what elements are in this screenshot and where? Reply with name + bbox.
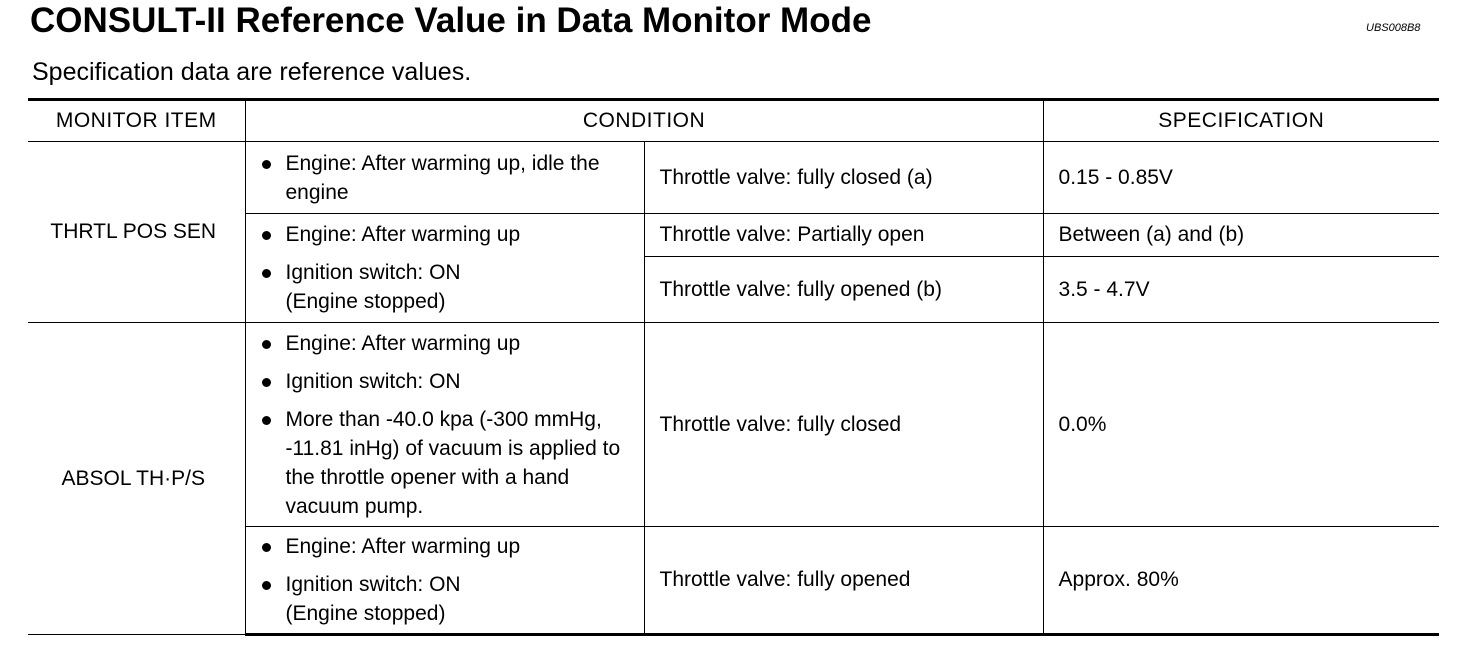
specification-cell: 3.5 - 4.7V <box>1043 257 1439 323</box>
condition-item: Ignition switch: ON (Engine stopped) <box>262 570 636 628</box>
condition-cell <box>245 142 644 214</box>
table-row <box>28 323 1439 527</box>
reference-value-table <box>28 98 1439 636</box>
specification-cell: Approx. 80% <box>1043 527 1439 635</box>
condition-cell <box>245 323 644 527</box>
condition-item: Engine: After warming up <box>262 329 636 358</box>
header-specification: SPECIFICATION <box>1043 100 1439 142</box>
bullet-icon <box>262 231 271 240</box>
document-code: UBS008B8 <box>1366 22 1421 34</box>
throttle-state-cell: Throttle valve: fully opened (b) <box>644 257 1043 323</box>
page-title: CONSULT-II Reference Value in Data Monitor Mode <box>30 1 872 40</box>
bullet-icon <box>262 269 271 278</box>
bullet-icon <box>262 340 271 349</box>
bullet-icon <box>262 378 271 387</box>
condition-cell <box>245 214 644 323</box>
bullet-icon <box>262 160 271 169</box>
condition-cell <box>245 527 644 635</box>
table-header-row <box>28 100 1439 142</box>
page-subtitle: Specification data are reference values. <box>32 58 472 86</box>
specification-cell: Between (a) and (b) <box>1043 214 1439 257</box>
bullet-icon <box>262 543 271 552</box>
condition-item: Ignition switch: ON (Engine stopped) <box>262 258 636 316</box>
monitor-item-cell: THRTL POS SEN <box>28 142 245 323</box>
specification-cell: 0.0% <box>1043 323 1439 527</box>
bullet-icon <box>262 581 271 590</box>
condition-item: Ignition switch: ON <box>262 367 636 396</box>
bullet-icon <box>262 416 271 425</box>
header-condition: CONDITION <box>245 100 1043 142</box>
condition-item: Engine: After warming up <box>262 220 636 249</box>
specification-cell: 0.15 - 0.85V <box>1043 142 1439 214</box>
header-monitor-item: MONITOR ITEM <box>28 100 245 142</box>
throttle-state-cell: Throttle valve: Partially open <box>644 214 1043 257</box>
monitor-item-cell: ABSOL TH·P/S <box>28 323 245 635</box>
table-row <box>28 142 1439 214</box>
condition-item: Engine: After warming up, idle the engine <box>262 149 636 207</box>
condition-item: More than -40.0 kpa (-300 mmHg, -11.81 inHg) of vacuum is applied to the throttle opener with a hand vacuum pump. <box>262 405 636 521</box>
condition-item: Engine: After warming up <box>262 532 636 561</box>
throttle-state-cell: Throttle valve: fully opened <box>644 527 1043 635</box>
throttle-state-cell: Throttle valve: fully closed <box>644 323 1043 527</box>
throttle-state-cell: Throttle valve: fully closed (a) <box>644 142 1043 214</box>
